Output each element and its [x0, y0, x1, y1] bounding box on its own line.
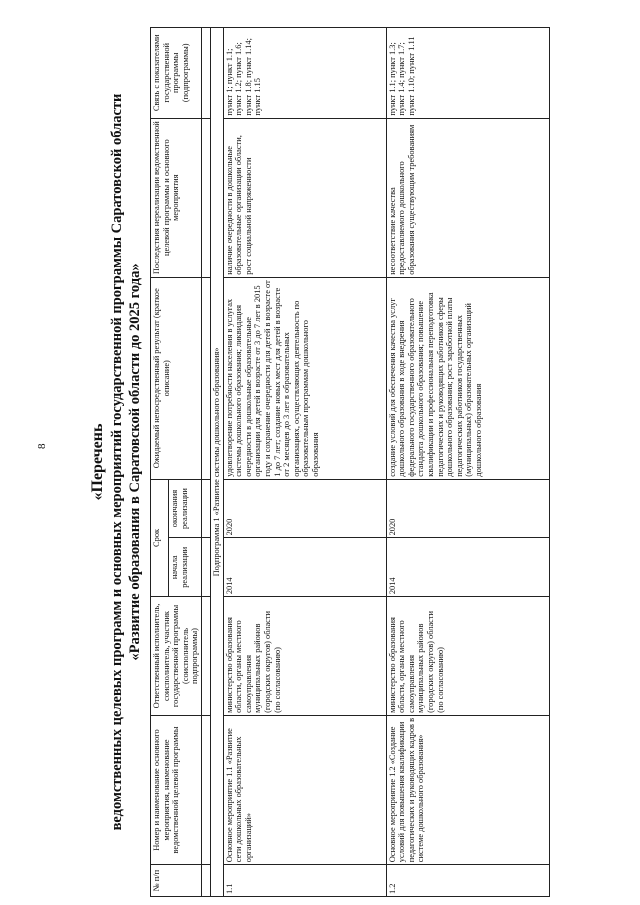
- page-number: 8: [36, 443, 48, 449]
- row-num: 1.1: [223, 865, 386, 897]
- header-num: № п/п: [151, 865, 202, 897]
- header-executor: Ответственный исполнитель, соисполнитель, участник государственной программы (соисполнитель подпрограммы): [151, 597, 202, 716]
- row-consequences: наличие очередности в дошкольные образовательные организации области, рост социальной напряженности: [223, 118, 386, 277]
- header-link: Связь с показателями государственной программы (подпрограммы): [151, 28, 202, 119]
- program-table: [150, 27, 550, 897]
- row-name: Основное мероприятие 1.2 «Создание условий для повышения квалификации педагогических и руководящих кадров в системе дошкольного образования»: [386, 715, 549, 864]
- document-title-line3: «Развитие образования в Саратовской области до 2025 года»: [127, 263, 143, 661]
- header-term: Срок: [151, 479, 169, 596]
- row-name: Основное мероприятие 1.1 «Развитие сети дошкольных образовательных организаций»: [223, 715, 386, 864]
- subprogram-heading: Подпрограмма 1 «Развитие системы дошкольного образования»: [210, 28, 223, 897]
- header-start: начала реализации: [169, 538, 202, 597]
- table-row: [386, 28, 549, 897]
- row-end: 2020: [223, 479, 386, 538]
- row-num: 1.2: [386, 865, 549, 897]
- row-end: 2020: [386, 479, 549, 538]
- document-title-line2: ведомственных целевых программ и основных мероприятий государственной программы Саратовской области: [109, 93, 125, 831]
- header-name: Номер и наименование основного мероприятия, наименование ведомственной целевой программы: [151, 715, 202, 864]
- row-consequences: несоответствие качества предоставляемого дошкольного образования существующим требованиям: [386, 118, 549, 277]
- rotated-page-content: [89, 27, 621, 897]
- header-end: окончания реализации: [169, 479, 202, 538]
- empty-row: [201, 28, 210, 897]
- row-link: пункт 1; пункт 1.1; пункт 1.2; пункт 1.6; пункт 1.8; пункт 1.14; пункт 1.15: [223, 28, 386, 119]
- row-executor: министерство образования области, органы местного самоуправления муниципальных районов (городских округов) области (по согласованию): [386, 597, 549, 716]
- document-title: «Перечень: [89, 423, 106, 501]
- row-result: удовлетворение потребности населения в услугах системы дошкольного образования; ликвидация очередности в дошкольные образовательные организации для детей в возрасте от 3 до 7 лет в 2015 году и сохранение очередности для детей в возрасте от 1 до 7 лет; создание новых мест для детей в возрасте от 2 месяцев до 3 лет в образовательных организациях, осуществляющих деятельность по образовательным программам дошкольного образования: [223, 277, 386, 479]
- header-result: Ожидаемый непосредственный результат (краткое описание): [151, 277, 202, 479]
- table-row: [223, 28, 386, 897]
- row-result: создание условий для обеспечения качества услуг дошкольного образования в ходе внедрения федерального государственного образовательного стандарта дошкольного образования; повышение квалификации и профессиональная переподготовка педагогических и руководящих работников сферы дошкольного образования; рост заработной платы педагогических работников государственных (муниципальных) образовательных организаций дошкольного образования: [386, 277, 549, 479]
- row-start: 2014: [386, 538, 549, 597]
- header-consequences: Последствия нереализации ведомственной целевой программы и основного мероприятия: [151, 118, 202, 277]
- row-link: пункт 1.1; пункт 1.3; пункт 1.4; пункт 1.7; пункт 1.10; пункт 1.11: [386, 28, 549, 119]
- row-start: 2014: [223, 538, 386, 597]
- row-executor: министерство образования области, органы местного самоуправления муниципальных районов (городских округов) области (по согласованию): [223, 597, 386, 716]
